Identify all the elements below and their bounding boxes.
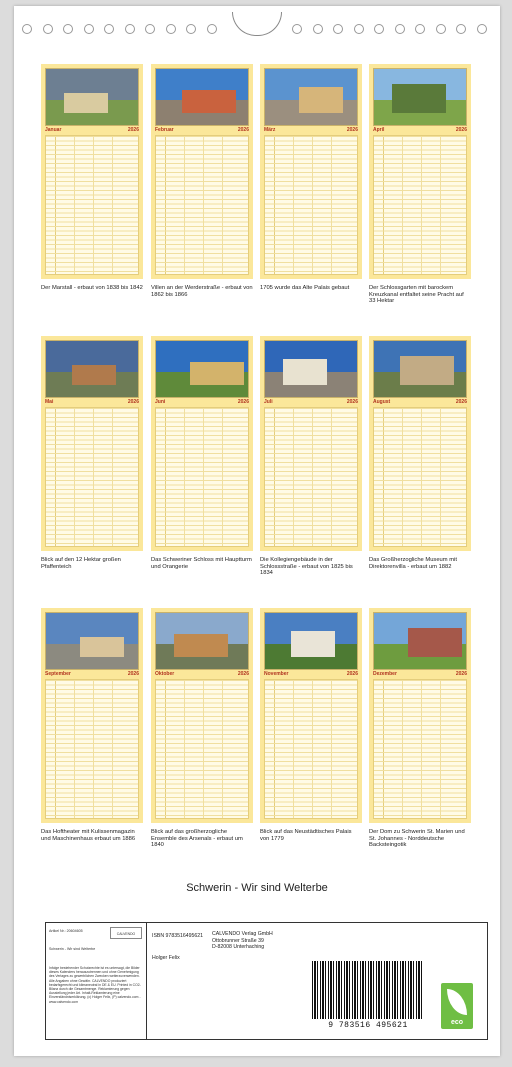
month-year: 2026 [346, 671, 358, 677]
product-title: Schwerin - Wir sind Welterbe [49, 947, 96, 951]
month-planner-grid [45, 407, 139, 547]
month-header [373, 671, 467, 678]
binding-hole [43, 24, 53, 34]
photo-building [400, 356, 454, 385]
month-header [45, 127, 139, 134]
month-year: 2026 [127, 399, 139, 405]
month-name: September [45, 671, 71, 677]
binding-hole [415, 24, 425, 34]
photo-building [190, 362, 244, 385]
month-header [264, 671, 358, 678]
month-year: 2026 [455, 399, 467, 405]
month-year: 2026 [237, 399, 249, 405]
month-caption: Blick auf den 12 Hektar großen Pfaffenteich [41, 557, 121, 570]
month-panel [151, 608, 253, 823]
binding-hole [333, 24, 343, 34]
month-photo [373, 68, 467, 126]
photo-building [80, 637, 124, 657]
month-planner-grid [264, 407, 358, 547]
isbn: ISBN 9783516495621 [152, 933, 204, 939]
month-header [373, 127, 467, 134]
month-photo [155, 340, 249, 398]
month-caption: Die Kollegiengebäude in der Schlossstraße - erbaut von 1825 bis 1834 [260, 557, 353, 577]
month-year: 2026 [346, 399, 358, 405]
eco-label: eco [450, 1019, 464, 1026]
binding-hole [104, 24, 114, 34]
binding-hole [292, 24, 302, 34]
month-photo [264, 340, 358, 398]
month-photo [264, 68, 358, 126]
month-year: 2026 [237, 671, 249, 677]
month-planner-grid [155, 135, 249, 275]
month-caption: Der Dom zu Schwerin St. Marien und St. Johannes - Norddeutsche Backsteingotik [369, 829, 465, 849]
month-planner-grid [155, 407, 249, 547]
author: Holger Felix [152, 955, 180, 961]
month-photo [373, 340, 467, 398]
binding-hole [207, 24, 217, 34]
month-planner-grid [264, 679, 358, 819]
binding-hole [22, 24, 32, 34]
month-photo [45, 68, 139, 126]
hanger-cutout [232, 12, 282, 36]
month-panel [151, 336, 253, 551]
month-name: Januar [45, 127, 62, 133]
month-caption: Der Marstall - erbaut von 1838 bis 1842 [41, 285, 143, 291]
month-planner-grid [45, 679, 139, 819]
barcode [312, 961, 424, 1019]
month-year: 2026 [455, 127, 467, 133]
month-header [155, 399, 249, 406]
month-caption: Das Großherzogliche Museum mit Direktorenvilla - erbaut um 1882 [369, 557, 457, 570]
month-name: Mai [45, 399, 54, 405]
month-name: August [373, 399, 391, 405]
binding-hole [477, 24, 487, 34]
month-planner-grid [373, 135, 467, 275]
month-photo [45, 612, 139, 670]
month-panel [260, 336, 362, 551]
binding-hole [125, 24, 135, 34]
photo-building [291, 631, 335, 657]
month-year: 2026 [127, 671, 139, 677]
binding-hole [186, 24, 196, 34]
month-photo [155, 612, 249, 670]
month-header [155, 127, 249, 134]
month-caption: Blick auf das Neustädtisches Palais von 1779 [260, 829, 352, 842]
month-panel [369, 336, 471, 551]
month-panel [41, 608, 143, 823]
binding-hole [145, 24, 155, 34]
month-panel [151, 64, 253, 279]
month-year: 2026 [346, 127, 358, 133]
month-name: Oktober [155, 671, 175, 677]
publisher-line: Ottobrunner Straße 39 [212, 937, 264, 944]
imprint-left [46, 923, 147, 1039]
month-header [264, 399, 358, 406]
photo-building [64, 93, 108, 113]
month-year: 2026 [455, 671, 467, 677]
month-header [155, 671, 249, 678]
article-number: Artikel Nr.: 20604605 [49, 929, 83, 933]
month-planner-grid [373, 679, 467, 819]
month-name: März [264, 127, 276, 133]
photo-building [283, 359, 327, 385]
photo-building [408, 628, 462, 657]
publisher-address [212, 931, 273, 951]
binding-hole [313, 24, 323, 34]
month-planner-grid [45, 135, 139, 275]
publisher-line: D-82008 Unterhaching [212, 944, 265, 951]
binding-hole [84, 24, 94, 34]
month-name: Dezember [373, 671, 397, 677]
calendar-sheet [14, 6, 500, 1056]
binding-hole [456, 24, 466, 34]
imprint-box [45, 922, 488, 1040]
month-photo [155, 68, 249, 126]
month-header [264, 127, 358, 134]
month-caption: Villen an der Werderstraße - erbaut von 1862 bis 1866 [151, 285, 253, 298]
month-name: Juli [264, 399, 273, 405]
month-photo [264, 612, 358, 670]
month-name: Februar [155, 127, 174, 133]
binding-hole [436, 24, 446, 34]
binding-hole [374, 24, 384, 34]
month-name: April [373, 127, 385, 133]
month-caption: Der Schlossgarten mit barockem Kreuzkanal entfaltet seine Pracht auf 33 Hektar [369, 285, 464, 305]
month-year: 2026 [127, 127, 139, 133]
month-panel [41, 336, 143, 551]
binding-hole [166, 24, 176, 34]
binding-hole [395, 24, 405, 34]
month-panel [369, 608, 471, 823]
photo-building [182, 90, 236, 113]
month-year: 2026 [237, 127, 249, 133]
month-planner-grid [373, 407, 467, 547]
month-planner-grid [264, 135, 358, 275]
photo-building [392, 84, 446, 113]
month-header [373, 399, 467, 406]
month-panel [369, 64, 471, 279]
barcode-number: 9 783516 495621 [312, 1021, 424, 1030]
photo-building [72, 365, 116, 385]
month-panel [260, 608, 362, 823]
calvendo-logo: CALVENDO [110, 927, 142, 939]
month-photo [373, 612, 467, 670]
binding-hole [354, 24, 364, 34]
month-name: Juni [155, 399, 166, 405]
calendar-title: Schwerin - Wir sind Welterbe [186, 882, 328, 894]
eco-badge [441, 983, 473, 1029]
binding-hole [63, 24, 73, 34]
photo-building [299, 87, 343, 113]
month-caption: Das Schweriner Schloss mit Hauptturm und Orangerie [151, 557, 252, 570]
month-header [45, 399, 139, 406]
month-photo [45, 340, 139, 398]
leaf-icon [447, 989, 467, 1015]
month-panel [41, 64, 143, 279]
month-name: November [264, 671, 289, 677]
month-caption: 1705 wurde das Alte Palais gebaut [260, 285, 350, 291]
month-header [45, 671, 139, 678]
legal-text: Infolge bestehender Schutzrechte ist es untersagt, die Bilder dieses Kalenders herauszutrennen und ohne Genehmigung des Verlages zu gewerblichen Zwecken weiterzuverwenden. Alle Angaben ohne Gewähr. CALVENDO produziert bedarfsgerecht und klimaneutral in DE & EU. Printed in CO2-Bilanz durch die Gesamtmenge. Reklamierung gegen Ausstellung jeder Art. Inhalt-Reklamierung eine Einverständniserklärung. (c) Holger Felix, (P) calvendo.com - www.calvendo.com [49, 966, 141, 1004]
month-planner-grid [155, 679, 249, 819]
photo-building [174, 634, 228, 657]
month-panel [260, 64, 362, 279]
month-caption: Das Hoftheater mit Kulissenmagazin und Maschinenhaus erbaut um 1886 [41, 829, 136, 842]
month-caption: Blick auf das großherzogliche Ensemble des Arsenals - erbaut um 1840 [151, 829, 243, 849]
publisher-line: CALVENDO Verlag GmbH [212, 931, 273, 937]
